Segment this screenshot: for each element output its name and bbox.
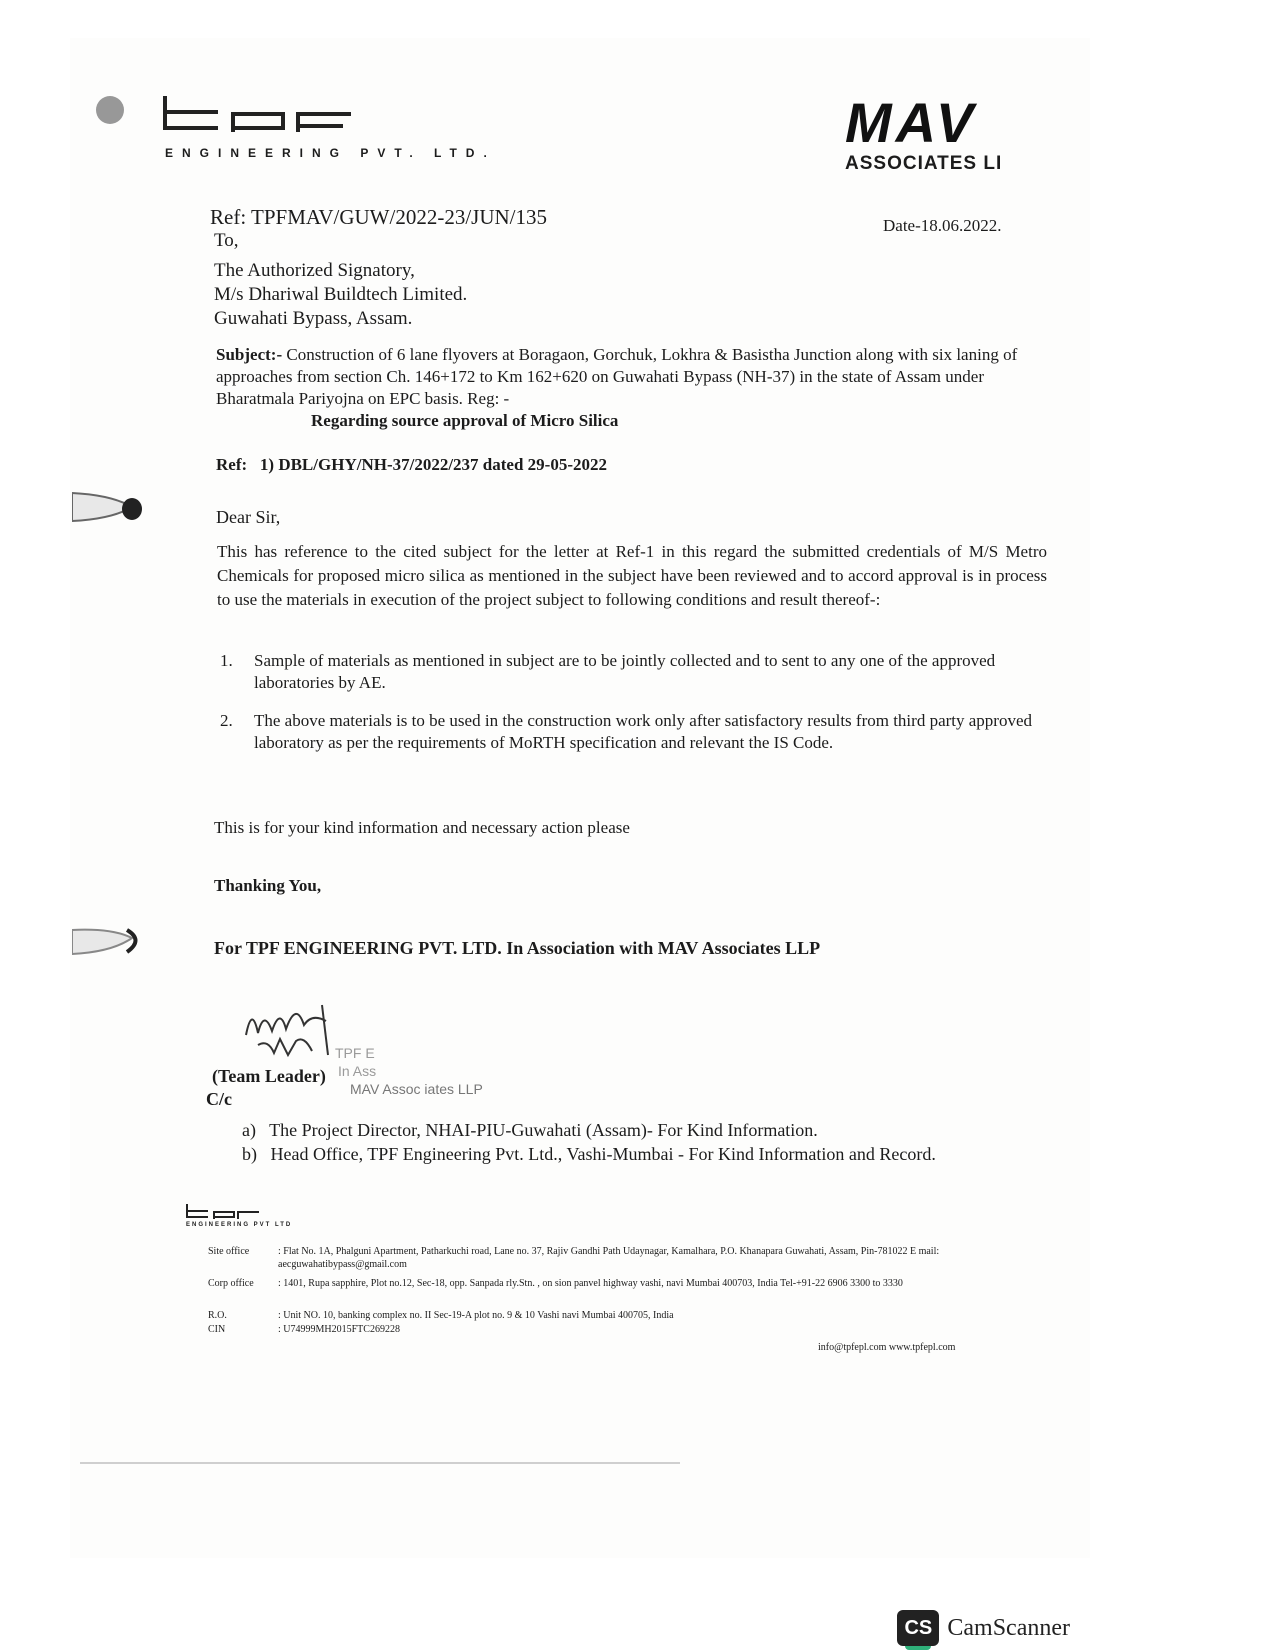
reference-value: 1) DBL/GHY/NH-37/2022/237 dated 29-05-2022: [259, 455, 607, 474]
cc-text: The Project Director, NHAI-PIU-Guwahati (Assam)- For Kind Information.: [269, 1120, 818, 1140]
footer-tpf-company: ENGINEERING PVT LTD: [186, 1222, 293, 1228]
scan-smudge: [90, 90, 130, 130]
camscanner-watermark: [897, 1610, 1070, 1646]
footer-label: R.O.: [208, 1310, 227, 1321]
tpf-company-name: ENGINEERING PVT. LTD.: [165, 146, 496, 160]
footer-text: : Flat No. 1A, Phalguni Apartment, Patharkuchi road, Lane no. 37, Rajiv Gandhi Path Udaynagar, Kamalhara, P.O. Khanapara Guwahati, Assam, Pin-781022 E mail: aecguwahatibypass@gmail.com: [278, 1246, 940, 1270]
condition-number: 1.: [220, 651, 233, 670]
recipient-line-2: M/s Dhariwal Buildtech Limited.: [214, 284, 468, 305]
footer-text: : U74999MH2015FTC269228: [278, 1324, 400, 1335]
cc-label: C/c: [206, 1089, 232, 1109]
letter-reference: Ref: TPFMAV/GUW/2022-23/JUN/135: [210, 205, 547, 229]
to-label: To,: [214, 230, 239, 251]
body-paragraph: This has reference to the cited subject for the letter at Ref-1 in this regard the submitted credentials of M/S Metro Chemicals for proposed micro silica as mentioned in the subject have been reviewed and to accord approval is in process to use the materials in execution of the project subject to following conditions and result thereof-:: [217, 542, 1047, 609]
letter-date: Date-18.06.2022.: [883, 216, 1002, 235]
designation: (Team Leader): [212, 1066, 326, 1086]
footer-site-office: [208, 1245, 1048, 1271]
recipient-line-1: The Authorized Signatory,: [214, 260, 415, 281]
cc-text: Head Office, TPF Engineering Pvt. Ltd., Vashi-Mumbai - For Kind Information and Record.: [270, 1144, 936, 1164]
mav-company-name: ASSOCIATES LI: [845, 153, 1003, 174]
footer-text: : Unit NO. 10, banking complex no. II Sec-19-A plot no. 9 & 10 Vashi navi Mumbai 400705, India: [278, 1310, 674, 1321]
reference-line: [216, 455, 607, 475]
scan-edge-line: [80, 1462, 680, 1464]
footer-label: Site office: [208, 1246, 250, 1257]
stamp-line-1: TPF E: [335, 1045, 375, 1061]
footer-text: : 1401, Rupa sapphire, Plot no.12, Sec-18, opp. Sanpada rly.Stn. , on sion panvel highway vashi, navi Mumbai 400703, India Tel-+91-22 6906 3300 to 3330: [278, 1278, 903, 1289]
for-line: For TPF ENGINEERING PVT. LTD. In Association with MAV Associates LLP: [214, 938, 821, 958]
info-line: This is for your kind information and necessary action please: [214, 818, 630, 837]
punch-hole-bottom: [72, 920, 152, 964]
salutation: Dear Sir,: [216, 507, 281, 527]
punch-hole-top: [72, 485, 152, 529]
condition-item: [220, 650, 1060, 694]
mav-logo-mark: MAV: [845, 91, 978, 154]
condition-text: Sample of materials as mentioned in subject are to be jointly collected and to sent to any one of the approved laboratories by AE.: [254, 651, 996, 692]
subject-label: Subject:-: [216, 345, 283, 364]
footer-cin: [208, 1323, 1048, 1336]
cc-item: [242, 1142, 936, 1166]
stamp-line-3: MAV Assoc iates LLP: [350, 1081, 483, 1097]
condition-number: 2.: [220, 711, 233, 730]
camscanner-label: CamScanner: [947, 1614, 1070, 1641]
stamp-line-2: In Ass: [338, 1063, 377, 1079]
tpf-logo: [163, 92, 353, 142]
reference-label: Ref:: [216, 455, 248, 474]
cc-number: b): [242, 1144, 257, 1164]
recipient-line-3: Guwahati Bypass, Assam.: [214, 308, 413, 329]
footer-tpf-logo: [186, 1203, 260, 1221]
cc-number: a): [242, 1120, 256, 1140]
subject-regarding: Regarding source approval of Micro Silica: [311, 411, 619, 430]
camscanner-icon: CS: [897, 1610, 939, 1646]
condition-item: [220, 710, 1060, 754]
subject-text: Construction of 6 lane flyovers at Boragaon, Gorchuk, Lokhra & Basistha Junction along with six laning of approaches from section Ch. 146+172 to Km 162+620 on Guwahati Bypass (NH-37) in the state of Assam under Bharatmala Pariyojna on EPC basis. Reg: -: [216, 345, 1018, 408]
cc-item: [242, 1118, 818, 1142]
footer-ro: [208, 1309, 1048, 1322]
mav-logo: [845, 91, 1045, 175]
subject-block: [216, 344, 1046, 432]
footer-label: Corp office: [208, 1278, 254, 1289]
condition-text: The above materials is to be used in the construction work only after satisfactory results from third party approved laboratory as per the requirements of MoRTH specification and relevant the IS Code.: [254, 711, 1032, 752]
footer-corp-office: [208, 1277, 1048, 1290]
closing: Thanking You,: [214, 876, 322, 895]
footer-web: info@tpfepl.com www.tpfepl.com: [818, 1342, 956, 1353]
footer-label: CIN: [208, 1324, 226, 1335]
